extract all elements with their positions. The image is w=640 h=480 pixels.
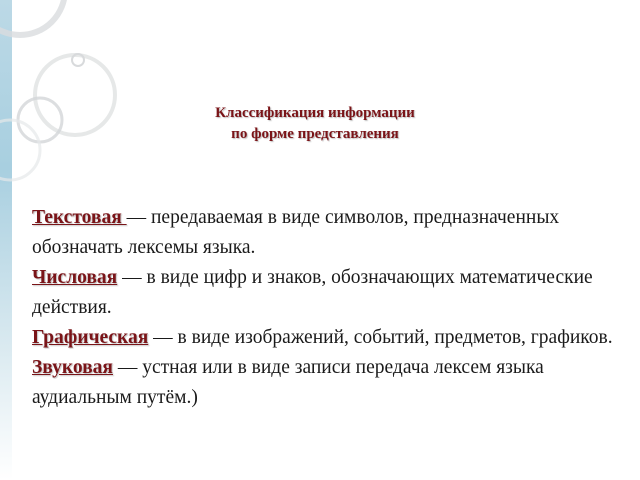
- slide-title-line2: по форме представления: [231, 126, 399, 142]
- definition-numeric: [32, 263, 627, 323]
- term-numeric: Числовая: [32, 267, 118, 288]
- term-sound: Звуковая: [32, 357, 113, 378]
- term-text: Текстовая: [32, 207, 127, 228]
- definition-graphic: [32, 323, 627, 353]
- definition-description: — в виде цифр и знаков, обозначающих математические действия.: [32, 267, 593, 318]
- definition-description: — в виде изображений, событий, предметов, графиков.: [148, 327, 613, 348]
- slide-title: [150, 103, 480, 145]
- definition-description: — устная или в виде записи передача лексем языка аудиальным путём.): [32, 357, 544, 408]
- definition-text: [32, 203, 627, 263]
- definition-description: — передаваемая в виде символов, предназначенных обозначать лексемы языка.: [32, 207, 560, 258]
- slide-title-line1: Классификация информации: [215, 105, 415, 121]
- definition-sound: [32, 353, 627, 413]
- definitions-list: [32, 203, 627, 413]
- decorative-circles-graphic: [0, 0, 120, 200]
- term-graphic: Графическая: [32, 327, 149, 348]
